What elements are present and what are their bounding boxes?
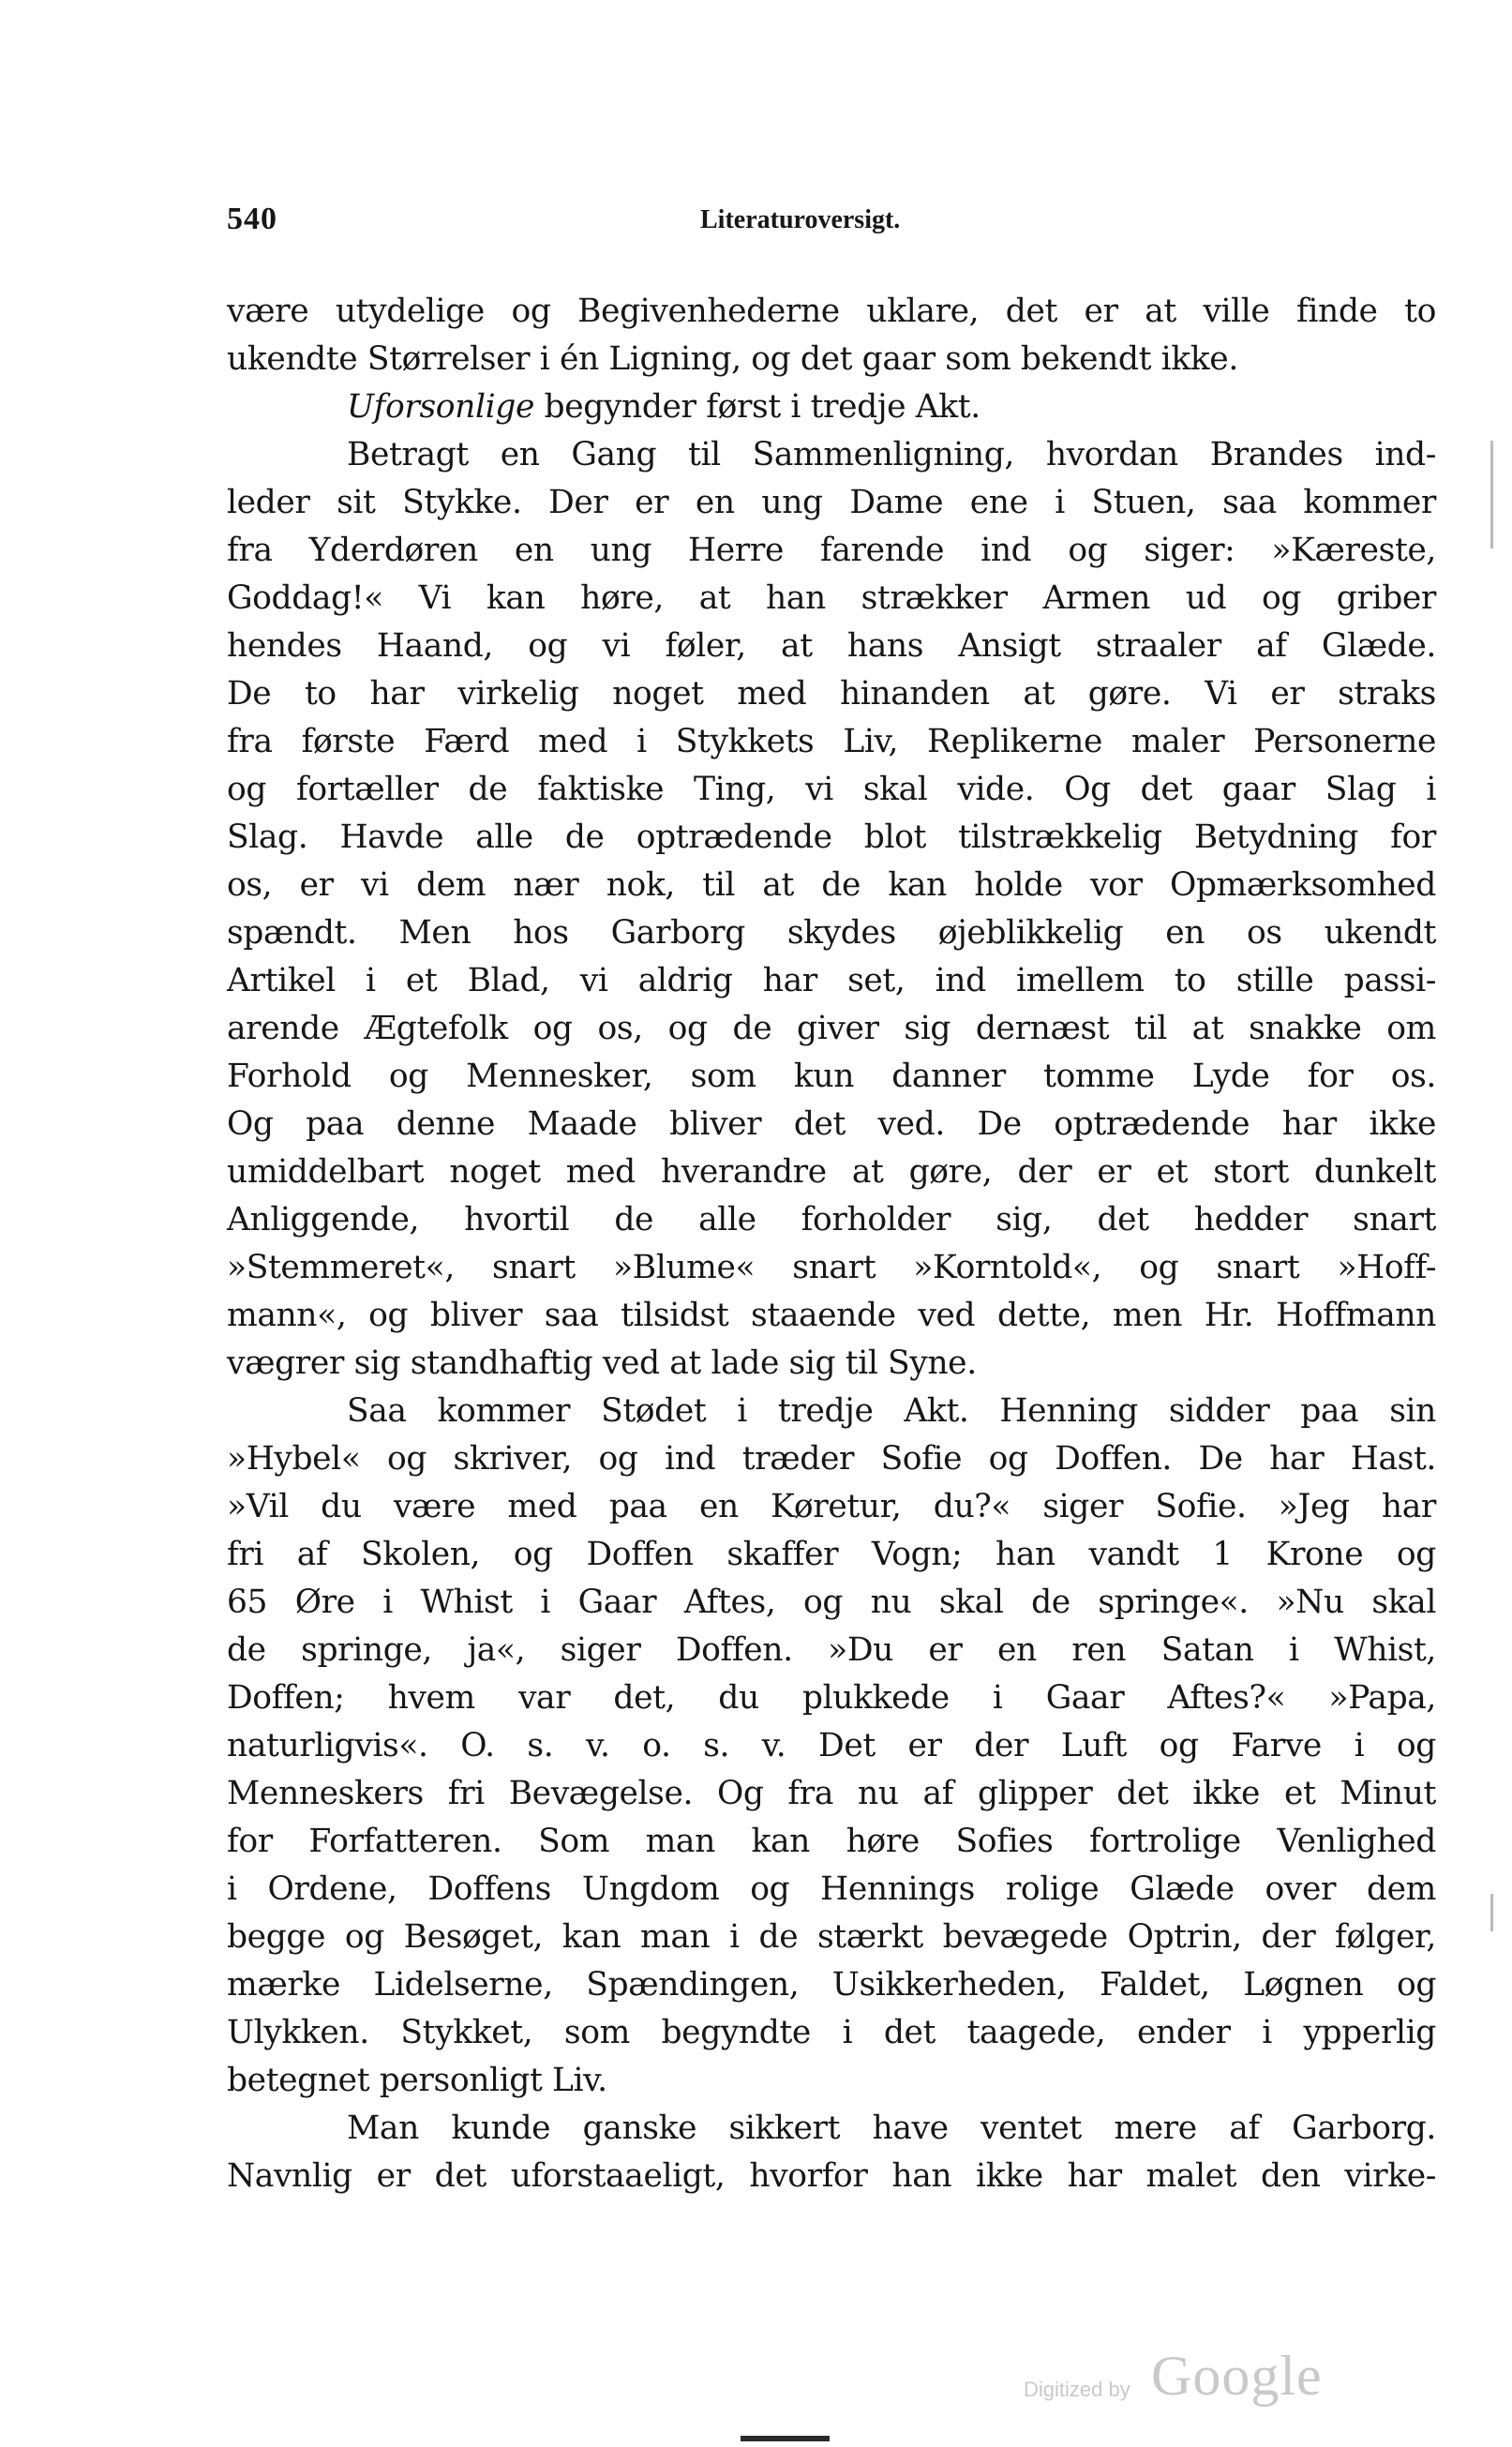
text-line: Ulykken. Stykket, som begyndte i det taagede, ender i ypperlig	[227, 2014, 1436, 2051]
bottom-edge-mark	[741, 2436, 830, 2441]
text-line: naturligvis«. O. s. v. o. s. v. Det er der Luft og Farve i og	[227, 1727, 1436, 1764]
book-title-italic: Uforsonlige	[347, 388, 534, 426]
watermark-brand-logo: Google	[1151, 2345, 1323, 2407]
text-line: 65 Øre i Whist i Gaar Aftes, og nu skal de springe«. »Nu skal	[227, 1584, 1436, 1621]
text-line: De to har virkelig noget med hinanden at gøre. Vi er straks	[227, 675, 1436, 713]
text-line: arende Ægtefolk og os, og de giver sig dernæst til at snakke om	[227, 1010, 1436, 1047]
text-line: Goddag!« Vi kan høre, at han strækker Armen ud og griber	[227, 579, 1436, 617]
text-line: fri af Skolen, og Doffen skaffer Vogn; han vandt 1 Krone og	[227, 1536, 1436, 1573]
text-line: leder sit Stykke. Der er en ung Dame ene i Stuen, saa kommer	[227, 484, 1436, 521]
text-line: Anliggende, hvortil de alle forholder sig, det hedder snart	[227, 1201, 1436, 1239]
watermark-prefix: Digitized by	[1024, 2378, 1130, 2401]
text-line: umiddelbart noget med hverandre at gøre, der er et stort dunkelt	[227, 1153, 1436, 1191]
text-line: ukendte Størrelser i én Ligning, og det gaar som bekendt ikke.	[227, 340, 1238, 378]
text-line: Navnlig er det uforstaaeligt, hvorfor han ikke har malet den virke-	[227, 2157, 1436, 2195]
text-line: Slag. Havde alle de optrædende blot tilstrækkelig Betydning for	[227, 818, 1436, 856]
page-number: 540	[227, 202, 277, 236]
text-line: »Vil du være med paa en Køretur, du?« siger Sofie. »Jeg har	[227, 1488, 1436, 1525]
text-line: Saa kommer Stødet i tredje Akt. Henning sidder paa sin	[347, 1392, 1436, 1430]
right-margin-mark-lower	[1490, 1894, 1493, 1931]
text-line: Menneskers fri Bevægelse. Og fra nu af glipper det ikke et Minut	[227, 1775, 1436, 1812]
running-head: Literaturoversigt.	[700, 205, 901, 234]
text-line-rest: begynder først i tredje Akt.	[533, 388, 981, 426]
text-line: fra Yderdøren en ung Herre farende ind og siger: »Kæreste,	[227, 532, 1436, 569]
text-line: for Forfatteren. Som man kan høre Sofies fortrolige Venlighed	[227, 1823, 1436, 1860]
body-text	[227, 288, 1436, 2200]
text-line: de springe, ja«, siger Doffen. »Du er en ren Satan i Whist,	[227, 1631, 1436, 1669]
text-line: vægrer sig standhaftig ved at lade sig til Syne.	[227, 1344, 977, 1382]
text-line-uforsonlige	[227, 383, 1436, 431]
text-line: begge og Besøget, kan man i de stærkt bevægede Optrin, der følger,	[227, 1918, 1436, 1956]
text-line: »Hybel« og skriver, og ind træder Sofie og Doffen. De har Hast.	[227, 1440, 1436, 1478]
text-line: mann«, og bliver saa tilsidst staaende ved dette, men Hr. Hoffmann	[227, 1297, 1436, 1334]
text-line: fra første Færd med i Stykkets Liv, Replikerne maler Personerne	[227, 723, 1436, 760]
digitized-watermark	[1024, 2344, 1333, 2419]
text-line: Forhold og Mennesker, som kun danner tomme Lyde for os.	[227, 1058, 1436, 1095]
text-line: spændt. Men hos Garborg skydes øjeblikkelig en os ukendt	[227, 914, 1436, 952]
text-line: betegnet personligt Liv.	[227, 2062, 607, 2099]
text-line: Doffen; hvem var det, du plukkede i Gaar Aftes?« »Papa,	[227, 1679, 1436, 1717]
right-margin-mark	[1490, 441, 1493, 548]
text-line: være utydelige og Begivenhederne uklare, det er at ville finde to	[227, 293, 1436, 330]
text-line: Betragt en Gang til Sammenligning, hvordan Brandes ind-	[347, 436, 1436, 473]
text-line: »Stemmeret«, snart »Blume« snart »Korntold«, og snart »Hoff-	[227, 1249, 1436, 1286]
text-line: hendes Haand, og vi føler, at hans Ansigt straaler af Glæde.	[227, 627, 1436, 665]
text-line: i Ordene, Doffens Ungdom og Hennings rolige Glæde over dem	[227, 1870, 1436, 1908]
text-line: os, er vi dem nær nok, til at de kan holde vor Opmærksomhed	[227, 866, 1436, 904]
text-line: mærke Lidelserne, Spændingen, Usikkerheden, Faldet, Løgnen og	[227, 1966, 1436, 2004]
page-header	[227, 202, 1436, 248]
text-line: Og paa denne Maade bliver det ved. De optrædende har ikke	[227, 1105, 1436, 1143]
text-line: og fortæller de faktiske Ting, vi skal vide. Og det gaar Slag i	[227, 771, 1436, 808]
text-line: Artikel i et Blad, vi aldrig har set, ind imellem to stille passi-	[227, 962, 1436, 999]
text-line: Man kunde ganske sikkert have ventet mere af Garborg.	[347, 2109, 1436, 2147]
